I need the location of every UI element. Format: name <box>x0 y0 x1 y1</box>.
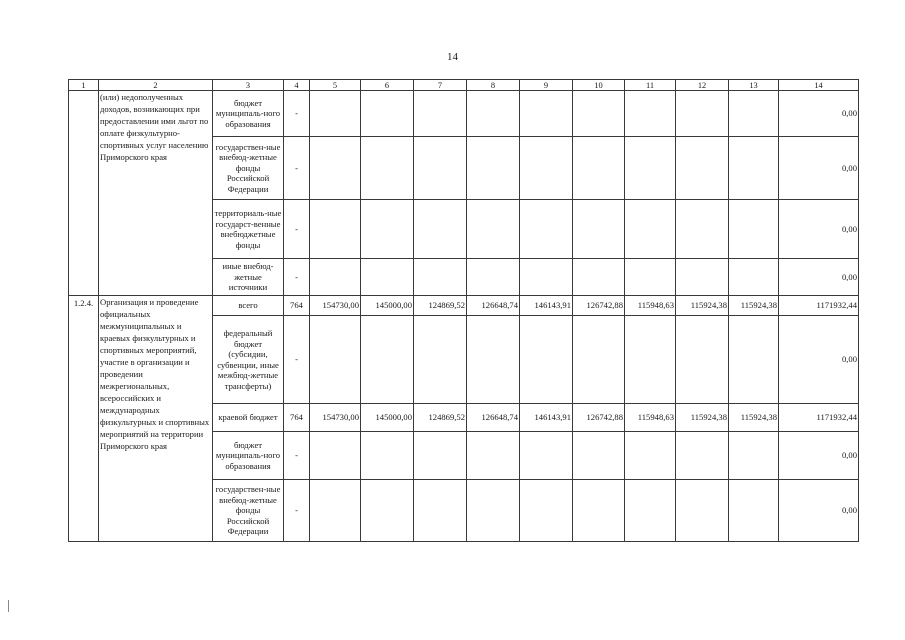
value-cell: 115948,63 <box>625 404 676 432</box>
row-number-cell <box>69 91 99 296</box>
value-cell: 115948,63 <box>625 296 676 316</box>
code-cell: 764 <box>284 404 310 432</box>
header-cell: 14 <box>779 80 859 91</box>
header-cell: 6 <box>361 80 414 91</box>
total-cell: 0,00 <box>779 91 859 137</box>
value-cell: 126648,74 <box>467 296 520 316</box>
page-number: 14 <box>447 51 458 63</box>
activity-name-cell: (или) недополученных доходов, возникающих при предоставлении ими льгот по оплате физкультурно-спортивных услуг населению Приморского края <box>99 91 213 296</box>
funding-source-cell: всего <box>213 296 284 316</box>
activity-name-cell: Организация и проведение официальных межмуниципальных и краевых физкультурных и спортивных мероприятий, участие в организации и проведении межрегиональных, всероссийских и международных физкультурных и спортивных мероприятий на территории Приморского края <box>99 296 213 542</box>
value-cell: 145000,00 <box>361 404 414 432</box>
total-cell: 1171932,44 <box>779 404 859 432</box>
header-cell: 7 <box>414 80 467 91</box>
header-cell: 8 <box>467 80 520 91</box>
value-cell: 115924,38 <box>729 404 779 432</box>
code-cell: 764 <box>284 296 310 316</box>
value-cell: 154730,00 <box>310 296 361 316</box>
header-cell: 5 <box>310 80 361 91</box>
code-cell: - <box>284 137 310 200</box>
header-cell: 10 <box>573 80 625 91</box>
table-row <box>69 296 859 316</box>
value-cell: 126742,88 <box>573 296 625 316</box>
header-cell: 4 <box>284 80 310 91</box>
value-cell: 115924,38 <box>676 296 729 316</box>
code-cell: - <box>284 480 310 542</box>
total-cell: 0,00 <box>779 432 859 480</box>
value-cell: 124869,52 <box>414 404 467 432</box>
scan-edge-mark <box>8 600 9 612</box>
total-cell: 0,00 <box>779 480 859 542</box>
total-cell: 0,00 <box>779 316 859 404</box>
header-cell: 13 <box>729 80 779 91</box>
value-cell: 154730,00 <box>310 404 361 432</box>
value-cell: 115924,38 <box>676 404 729 432</box>
funding-source-cell: государствен-ные внебюд-жетные фонды Российской Федерации <box>213 480 284 542</box>
code-cell: - <box>284 259 310 296</box>
funding-source-cell: государствен-ные внебюд-жетные фонды Российской Федерации <box>213 137 284 200</box>
funding-source-cell: территориаль-ные государст-венные внебюджетные фонды <box>213 200 284 259</box>
header-row <box>69 80 859 91</box>
header-cell: 11 <box>625 80 676 91</box>
header-cell: 12 <box>676 80 729 91</box>
code-cell: - <box>284 200 310 259</box>
funding-source-cell: бюджет муниципаль-ного образования <box>213 91 284 137</box>
total-cell: 0,00 <box>779 137 859 200</box>
funding-source-cell: федеральный бюджет (субсидии, субвенции, иные межбюд-жетные трансферты) <box>213 316 284 404</box>
value-cell: 145000,00 <box>361 296 414 316</box>
total-cell: 0,00 <box>779 259 859 296</box>
total-cell: 0,00 <box>779 200 859 259</box>
header-cell: 2 <box>99 80 213 91</box>
value-cell: 146143,91 <box>520 296 573 316</box>
value-cell: 126648,74 <box>467 404 520 432</box>
value-cell: 146143,91 <box>520 404 573 432</box>
value-cell: 115924,38 <box>729 296 779 316</box>
table-row <box>69 91 859 137</box>
funding-source-cell: краевой бюджет <box>213 404 284 432</box>
code-cell: - <box>284 316 310 404</box>
header-cell: 3 <box>213 80 284 91</box>
budget-table <box>68 79 859 542</box>
code-cell: - <box>284 432 310 480</box>
funding-source-cell: бюджет муниципаль-ного образования <box>213 432 284 480</box>
header-cell: 9 <box>520 80 573 91</box>
value-cell: 124869,52 <box>414 296 467 316</box>
total-cell: 1171932,44 <box>779 296 859 316</box>
code-cell: - <box>284 91 310 137</box>
row-number-cell: 1.2.4. <box>69 296 99 542</box>
funding-source-cell: иные внебюд-жетные источники <box>213 259 284 296</box>
value-cell: 126742,88 <box>573 404 625 432</box>
header-cell: 1 <box>69 80 99 91</box>
